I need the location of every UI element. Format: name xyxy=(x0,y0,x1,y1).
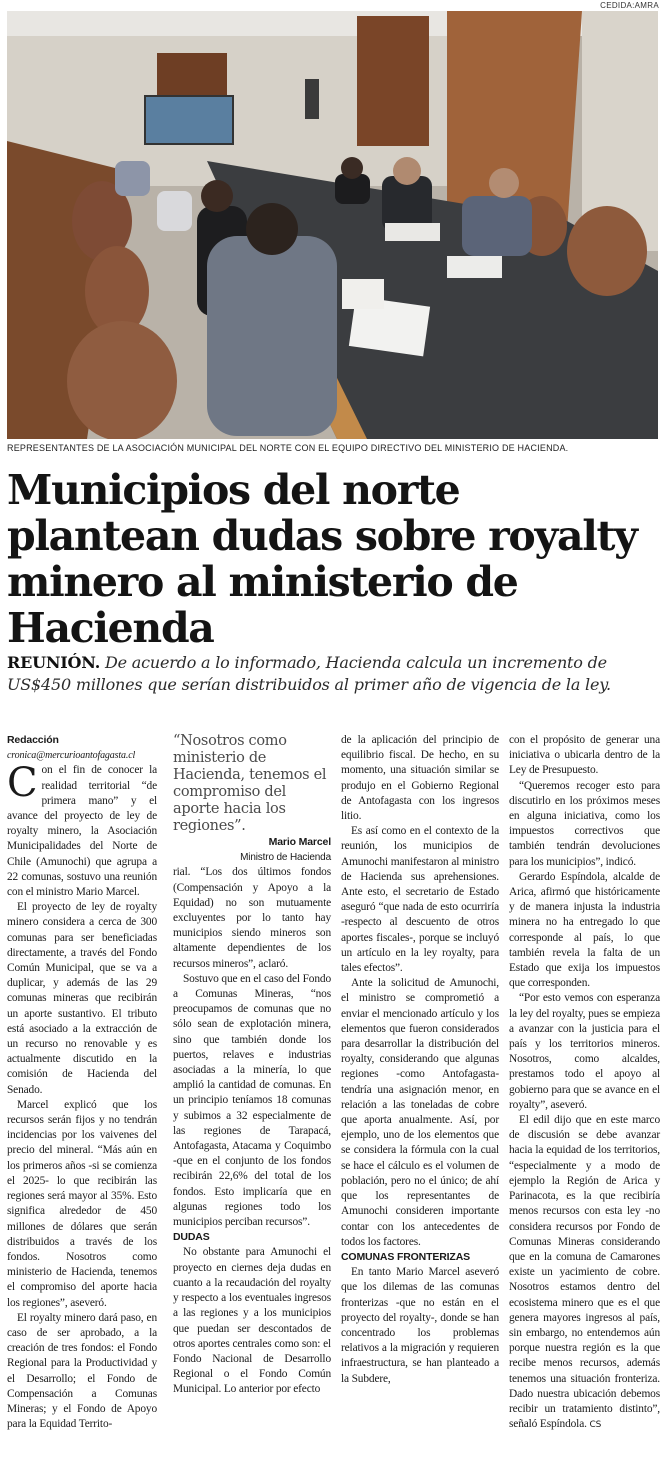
author-email[interactable]: cronica@mercurioantofagasta.cl xyxy=(7,750,136,762)
lead-paragraph: Con el fin de conocer la realidad territorial “de primera mano” y el avance del proyecto de ley de royalty minero, la Asociación Municipalidades del Norte de Chile (Amunochi) que agrupa a 22 comunas, sostuvo una reunión con el ministro Mario Marcel. xyxy=(7,760,157,899)
paragraph: Ante la solicitud de Amunochi, el ministro se comprometió a enviar el mencionado artículo y los elementos que fueron considerados para desarrollar la distribución del royalty, considerando que algunas regiones -como Antofagasta- tendría una asignación menor, en relación a las toneladas de cobre que aporta anualmente. Así, por ejemplo, uno de los elementos que se considera la fórmula con la cual se hace el cálculo es el volumen de población, pero no el único; de ahí que los representantes de Amunochi consideren importante contar con los antecedentes de todos los factores. xyxy=(341,977,499,1248)
paragraph: El edil dijo que en este marco de discusión se debe avanzar hacia la equidad de los territorios, “especialmente y a modo de ejemplo la Región de Arica y Parinacota, es la que recibiría menos recursos con esta ley -no considera recursos por Fondo de Comunas Mineras considerando que en la comuna de Camarones existe un yacimiento de cobre. Nosotros estamos dentro del ecosistema minero que es el que genera mayores ingresos al país, sin embargo, no entendemos aún porque nuestra región es la que recibe menos recursos, además tenemos una situación fronteriza. Dado nuestra ubicación debemos recibir un tratamiento distinto”, señaló Espíndola. CS xyxy=(509,1114,660,1431)
paragraph: Es así como en el contexto de la reunión, los municipios de Amunochi manifestaron al ministro de Hacienda sus aprehensiones. Ante esto, el secretario de Estado aseguró “que nada de esto ocurriría -respecto al descuento de otros aportes fiscales-, porque se incluyó un artículo en la ley royalty, para tales efectos”. xyxy=(341,825,499,975)
meeting-photo-illustration xyxy=(7,11,658,439)
paragraph: Marcel explicó que los recursos serán fijos y no tendrán incidencias por los vaivenes del precio del mineral. “Más aún en los primeros años -si se comienza el 2025- lo que recibirán las regiones será mayor al 35%. Esto significa alrededor de 450 millones de dólares que serán distribuidos a través de los fondos. Nosotros como ministerio de Hacienda, tenemos el compromiso del aporte hacia los regiones”, aseveró. xyxy=(7,1098,157,1309)
meeting-photo xyxy=(7,11,658,439)
photo-caption: REPRESENTANTES DE LA ASOCIACIÓN MUNICIPAL DEL NORTE CON EL EQUIPO DIRECTIVO DEL MINISTERIO DE HACIENDA. xyxy=(7,443,569,453)
paragraph: En tanto Mario Marcel aseveró que los dilemas de las comunas fronterizas -que no están en el proyecto del royalty-, donde se han concentrado los problemas relativos a la migración y requieren infraestructura, se han planteado a la Subdere, xyxy=(341,1266,499,1385)
pull-quote: “Nosotros como ministerio de Hacienda, tenemos el compromiso del aporte hacia los regiones”. xyxy=(173,733,327,834)
subhead-dudas: DUDAS xyxy=(173,1231,210,1244)
dropcap: C xyxy=(7,760,38,807)
paragraph: con el propósito de generar una iniciativa o ubicarla dentro de la Ley de Presupuesto. xyxy=(509,734,660,777)
pull-quote-role: Ministro de Hacienda xyxy=(240,852,331,864)
paragraph: El proyecto de ley de royalty minero considera a cerca de 300 comunas para ser beneficiadas directamente, a través del Fondo Común Municipal, que se va a duplicar, y además de las 29 comunas mineras que recibirán un aporte sustantivo. El tributo está asociado a la extracción de un recurso no renovable y es actualmente discutido en la comisión de Hacienda del Senado. xyxy=(7,901,157,1096)
paragraph: “Por esto vemos con esperanza la ley del royalty, pues se empieza a avanzar con la justicia para el país y los territorios mineros. Nosotros, como alcaldes, prestamos todo el apoyo al gobierno para que se avance en el royalty”, aseveró. xyxy=(509,992,660,1111)
paragraph: “Queremos recoger esto para discutirlo en los próximos meses en alguna iniciativa, como los impuestos correctivos que también tendrán devoluciones para los municipios”, indicó. xyxy=(509,779,660,868)
deck xyxy=(7,652,657,696)
photo-credit: CEDIDA:AMRA xyxy=(600,1,659,10)
paragraph: No obstante para Amunochi el proyecto en ciernes deja dudas en cuanto a la recaudación del royalty y respecto a los eventuales ingresos a las regiones y a los municipios que puedan ser descontados de otros aportes centrales como son: el Fondo Nacional de Desarrollo Regional o el Fondo Común Municipal. Lo anterior por efecto xyxy=(173,1246,331,1396)
column-3 xyxy=(341,733,499,1387)
column-1 xyxy=(7,733,157,1432)
paragraph: Sostuvo que en el caso del Fondo a Comunas Mineras, “nos preocupamos de comunas que no sólo sean de explotación minera, sino que también donde los puertos, relaves e industrias asociadas a la minería, lo que amplió la cantidad de comunas. En un principio teníamos 18 comunas y subimos a 32 especialmente de las regiones de Tarapacá, Antofagasta, Atacama y Coquimbo -que en el conjunto de los fondos recibirán 22,6% del total de los fondos. Esto implicaría que en algunas regiones todo los municipios perciban recursos”. xyxy=(173,972,331,1229)
deck-text: De acuerdo a lo informado, Hacienda calcula un incremento de US$450 millones que serían distribuidos al primer año de vigencia de la ley. xyxy=(7,653,611,694)
paragraph: rial. “Los dos últimos fondos (Compensación y Apoyo a la Equidad) no son mutuamente excluyentes por lo tanto hay municipios siendo mineros son altamente dependientes de los recursos mineros”, aclaró. xyxy=(173,866,331,970)
paragraph: El royalty minero dará paso, en caso de ser aprobado, a la creación de tres fondos: el Fondo Regional para la Productividad y el Desarrollo; el Fondo de Compensación a Comunas Mineras; y el Fondo de Apoyo para la Equidad Territo- xyxy=(7,1311,157,1431)
headline: Municipios del norte plantean dudas sobre royalty minero al ministerio de Hacienda xyxy=(7,466,637,652)
subhead-comunas-fronterizas: COMUNAS FRONTERIZAS xyxy=(341,1250,470,1263)
pull-quote-name: Mario Marcel xyxy=(268,836,331,848)
column-4 xyxy=(509,733,660,1433)
end-mark-icon: CS xyxy=(589,1420,602,1431)
column-2 xyxy=(173,733,331,1398)
deck-kicker: REUNIÓN. xyxy=(7,653,101,672)
paragraph: Gerardo Espíndola, alcalde de Arica, afirmó que históricamente y de manera injusta la industria minera no ha entregado lo que corresponde al país, lo que también revela la falta de un Estado que exija los impuestos que corresponden. xyxy=(509,870,660,990)
paragraph: de la aplicación del principio de equilibrio fiscal. De hecho, en su momento, una situación similar se produjo en el Gobierno Regional de Antofagasta con los ingresos litio. xyxy=(341,734,499,823)
byline: Redacción xyxy=(7,734,59,746)
